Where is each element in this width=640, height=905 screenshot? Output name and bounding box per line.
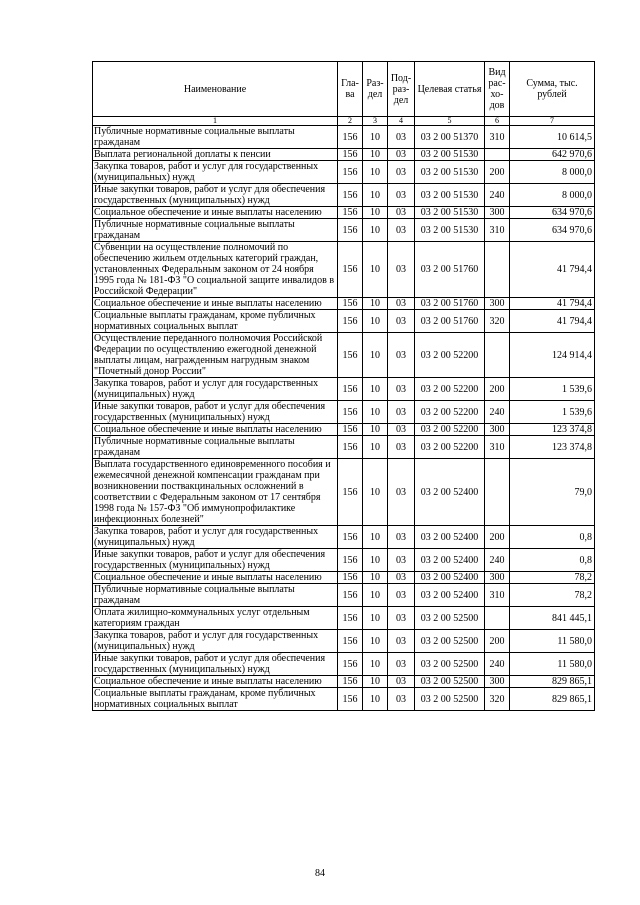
row-section: 10 [363,161,388,184]
row-chapter: 156 [338,310,363,333]
row-sum: 123 374,8 [510,424,595,436]
row-chapter: 156 [338,219,363,242]
column-number: 5 [415,117,485,126]
row-subsection: 03 [388,584,415,607]
column-number: 6 [485,117,510,126]
row-target-article: 03 2 00 51760 [415,242,485,298]
row-expense-kind: 240 [485,549,510,572]
row-section: 10 [363,242,388,298]
row-target-article: 03 2 00 51530 [415,149,485,161]
row-expense-kind: 240 [485,653,510,676]
row-target-article: 03 2 00 52200 [415,333,485,378]
row-expense-kind: 200 [485,526,510,549]
row-chapter: 156 [338,149,363,161]
table-row [93,630,595,653]
row-name: Иные закупки товаров, работ и услуг для обеспечения государственных (муниципальных) нужд [93,653,338,676]
row-target-article: 03 2 00 52500 [415,688,485,711]
row-section: 10 [363,126,388,149]
row-name: Социальное обеспечение и иные выплаты населению [93,298,338,310]
row-subsection: 03 [388,401,415,424]
row-section: 10 [363,676,388,688]
table-row [93,207,595,219]
row-subsection: 03 [388,676,415,688]
row-chapter: 156 [338,436,363,459]
row-section: 10 [363,630,388,653]
row-sum: 634 970,6 [510,219,595,242]
row-sum: 11 580,0 [510,653,595,676]
row-expense-kind: 300 [485,298,510,310]
row-section: 10 [363,436,388,459]
row-expense-kind: 300 [485,207,510,219]
row-target-article: 03 2 00 52400 [415,572,485,584]
row-sum: 0,8 [510,526,595,549]
row-target-article: 03 2 00 51530 [415,207,485,219]
table-row [93,688,595,711]
row-name: Субвенции на осуществление полномочий по обеспечению жильем отдельных категорий граждан, установленных Федеральным законом от 24 ноября 1995 года № 181-ФЗ "О социальной защите инвалидов в Российской Федерации" [93,242,338,298]
row-chapter: 156 [338,184,363,207]
table-row [93,333,595,378]
row-sum: 78,2 [510,584,595,607]
row-subsection: 03 [388,149,415,161]
row-section: 10 [363,333,388,378]
row-sum: 0,8 [510,549,595,572]
row-expense-kind [485,607,510,630]
row-subsection: 03 [388,526,415,549]
table-row [93,310,595,333]
table-row [93,584,595,607]
row-subsection: 03 [388,424,415,436]
row-subsection: 03 [388,298,415,310]
row-chapter: 156 [338,459,363,526]
row-expense-kind: 300 [485,572,510,584]
row-expense-kind [485,242,510,298]
table-row [93,219,595,242]
row-section: 10 [363,653,388,676]
row-subsection: 03 [388,378,415,401]
row-expense-kind: 310 [485,219,510,242]
table-row [93,549,595,572]
row-name: Выплата региональной доплаты к пенсии [93,149,338,161]
row-subsection: 03 [388,242,415,298]
header-target-article: Целевая статья [415,62,485,117]
row-chapter: 156 [338,549,363,572]
row-target-article: 03 2 00 52400 [415,526,485,549]
row-section: 10 [363,298,388,310]
column-number: 2 [338,117,363,126]
row-chapter: 156 [338,242,363,298]
row-expense-kind: 200 [485,161,510,184]
row-chapter: 156 [338,298,363,310]
header-name: Наименование [93,62,338,117]
table-row [93,298,595,310]
column-number: 3 [363,117,388,126]
row-sum: 8 000,0 [510,161,595,184]
row-sum: 829 865,1 [510,676,595,688]
row-sum: 10 614,5 [510,126,595,149]
row-subsection: 03 [388,310,415,333]
row-sum: 41 794,4 [510,298,595,310]
table-row [93,676,595,688]
row-section: 10 [363,459,388,526]
header-sum: Сумма, тыс. рублей [510,62,595,117]
row-subsection: 03 [388,207,415,219]
row-sum: 78,2 [510,572,595,584]
row-name: Оплата жилищно-коммунальных услуг отдельным категориям граждан [93,607,338,630]
row-subsection: 03 [388,436,415,459]
row-sum: 642 970,6 [510,149,595,161]
row-target-article: 03 2 00 52200 [415,424,485,436]
row-name: Публичные нормативные социальные выплаты гражданам [93,584,338,607]
row-target-article: 03 2 00 52500 [415,676,485,688]
row-target-article: 03 2 00 52500 [415,653,485,676]
header-row [93,62,595,117]
row-subsection: 03 [388,572,415,584]
row-target-article: 03 2 00 52400 [415,584,485,607]
row-section: 10 [363,401,388,424]
row-sum: 41 794,4 [510,242,595,298]
row-name: Социальное обеспечение и иные выплаты населению [93,207,338,219]
row-chapter: 156 [338,688,363,711]
table-row [93,378,595,401]
row-sum: 1 539,6 [510,378,595,401]
row-section: 10 [363,688,388,711]
row-expense-kind [485,459,510,526]
header-section: Раз-дел [363,62,388,117]
header-subsection: Под-раз-дел [388,62,415,117]
row-chapter: 156 [338,572,363,584]
row-expense-kind: 320 [485,688,510,711]
row-expense-kind: 320 [485,310,510,333]
row-section: 10 [363,184,388,207]
column-number: 1 [93,117,338,126]
row-expense-kind: 300 [485,424,510,436]
row-chapter: 156 [338,207,363,219]
row-name: Публичные нормативные социальные выплаты гражданам [93,436,338,459]
row-expense-kind: 310 [485,584,510,607]
row-chapter: 156 [338,584,363,607]
row-name: Публичные нормативные социальные выплаты гражданам [93,219,338,242]
row-subsection: 03 [388,219,415,242]
row-chapter: 156 [338,630,363,653]
row-sum: 634 970,6 [510,207,595,219]
row-subsection: 03 [388,653,415,676]
row-sum: 79,0 [510,459,595,526]
row-target-article: 03 2 00 52200 [415,378,485,401]
row-sum: 829 865,1 [510,688,595,711]
table-row [93,126,595,149]
row-target-article: 03 2 00 51530 [415,161,485,184]
row-sum: 124 914,4 [510,333,595,378]
row-sum: 1 539,6 [510,401,595,424]
row-subsection: 03 [388,607,415,630]
row-expense-kind: 240 [485,401,510,424]
header-chapter: Гла-ва [338,62,363,117]
row-subsection: 03 [388,333,415,378]
row-section: 10 [363,149,388,161]
row-target-article: 03 2 00 51760 [415,310,485,333]
row-chapter: 156 [338,126,363,149]
row-name: Социальные выплаты гражданам, кроме публичных нормативных социальных выплат [93,688,338,711]
row-section: 10 [363,526,388,549]
row-chapter: 156 [338,676,363,688]
row-chapter: 156 [338,333,363,378]
row-target-article: 03 2 00 52500 [415,630,485,653]
row-expense-kind: 310 [485,436,510,459]
row-name: Закупка товаров, работ и услуг для государственных (муниципальных) нужд [93,378,338,401]
row-expense-kind [485,333,510,378]
row-chapter: 156 [338,161,363,184]
row-subsection: 03 [388,184,415,207]
table-row [93,607,595,630]
row-section: 10 [363,584,388,607]
column-number: 7 [510,117,595,126]
header-expense-kind: Вид рас-хо-дов [485,62,510,117]
row-expense-kind: 310 [485,126,510,149]
table-row [93,572,595,584]
row-name: Иные закупки товаров, работ и услуг для обеспечения государственных (муниципальных) нужд [93,549,338,572]
row-section: 10 [363,424,388,436]
row-section: 10 [363,219,388,242]
budget-table [92,61,595,711]
row-name: Социальное обеспечение и иные выплаты населению [93,424,338,436]
table-row [93,242,595,298]
row-section: 10 [363,378,388,401]
row-expense-kind: 200 [485,378,510,401]
row-chapter: 156 [338,607,363,630]
row-sum: 841 445,1 [510,607,595,630]
table-body [93,126,595,711]
table-row [93,653,595,676]
row-subsection: 03 [388,126,415,149]
table-row [93,459,595,526]
row-expense-kind: 200 [485,630,510,653]
row-name: Закупка товаров, работ и услуг для государственных (муниципальных) нужд [93,630,338,653]
row-name: Закупка товаров, работ и услуг для государственных (муниципальных) нужд [93,161,338,184]
row-subsection: 03 [388,549,415,572]
row-sum: 41 794,4 [510,310,595,333]
column-number: 4 [388,117,415,126]
row-chapter: 156 [338,401,363,424]
row-section: 10 [363,607,388,630]
row-section: 10 [363,549,388,572]
row-expense-kind: 240 [485,184,510,207]
row-subsection: 03 [388,161,415,184]
table-row [93,161,595,184]
page-number: 84 [315,868,325,879]
row-expense-kind: 300 [485,676,510,688]
row-subsection: 03 [388,459,415,526]
row-expense-kind [485,149,510,161]
row-sum: 123 374,8 [510,436,595,459]
row-target-article: 03 2 00 52500 [415,607,485,630]
row-name: Публичные нормативные социальные выплаты гражданам [93,126,338,149]
row-target-article: 03 2 00 52200 [415,436,485,459]
row-target-article: 03 2 00 51760 [415,298,485,310]
row-name: Социальное обеспечение и иные выплаты населению [93,676,338,688]
row-target-article: 03 2 00 51370 [415,126,485,149]
row-subsection: 03 [388,630,415,653]
table-row [93,424,595,436]
row-name: Иные закупки товаров, работ и услуг для обеспечения государственных (муниципальных) нужд [93,401,338,424]
row-name: Социальное обеспечение и иные выплаты населению [93,572,338,584]
row-section: 10 [363,207,388,219]
table-row [93,401,595,424]
table-row [93,526,595,549]
row-target-article: 03 2 00 52400 [415,549,485,572]
row-name: Осуществление переданного полномочия Российской Федерации по осуществлению ежегодной денежной выплаты лицам, награжденным нагрудным знаком "Почетный донор России" [93,333,338,378]
row-target-article: 03 2 00 51530 [415,184,485,207]
row-target-article: 03 2 00 51530 [415,219,485,242]
table-row [93,149,595,161]
row-name: Социальные выплаты гражданам, кроме публичных нормативных социальных выплат [93,310,338,333]
row-target-article: 03 2 00 52400 [415,459,485,526]
row-chapter: 156 [338,526,363,549]
table-row [93,184,595,207]
row-sum: 8 000,0 [510,184,595,207]
row-chapter: 156 [338,424,363,436]
row-chapter: 156 [338,378,363,401]
row-name: Иные закупки товаров, работ и услуг для обеспечения государственных (муниципальных) нужд [93,184,338,207]
table-row [93,436,595,459]
column-number-row [93,117,595,126]
row-chapter: 156 [338,653,363,676]
row-sum: 11 580,0 [510,630,595,653]
row-target-article: 03 2 00 52200 [415,401,485,424]
row-name: Выплата государственного единовременного пособия и ежемесячной денежной компенсации гражданам при возникновении поствакцинальных осложнений в соответствии с Федеральным законом от 17 сентября 1998 года № 157-ФЗ "Об иммунопрофилактике инфекционных болезней" [93,459,338,526]
row-section: 10 [363,572,388,584]
row-section: 10 [363,310,388,333]
row-subsection: 03 [388,688,415,711]
row-name: Закупка товаров, работ и услуг для государственных (муниципальных) нужд [93,526,338,549]
